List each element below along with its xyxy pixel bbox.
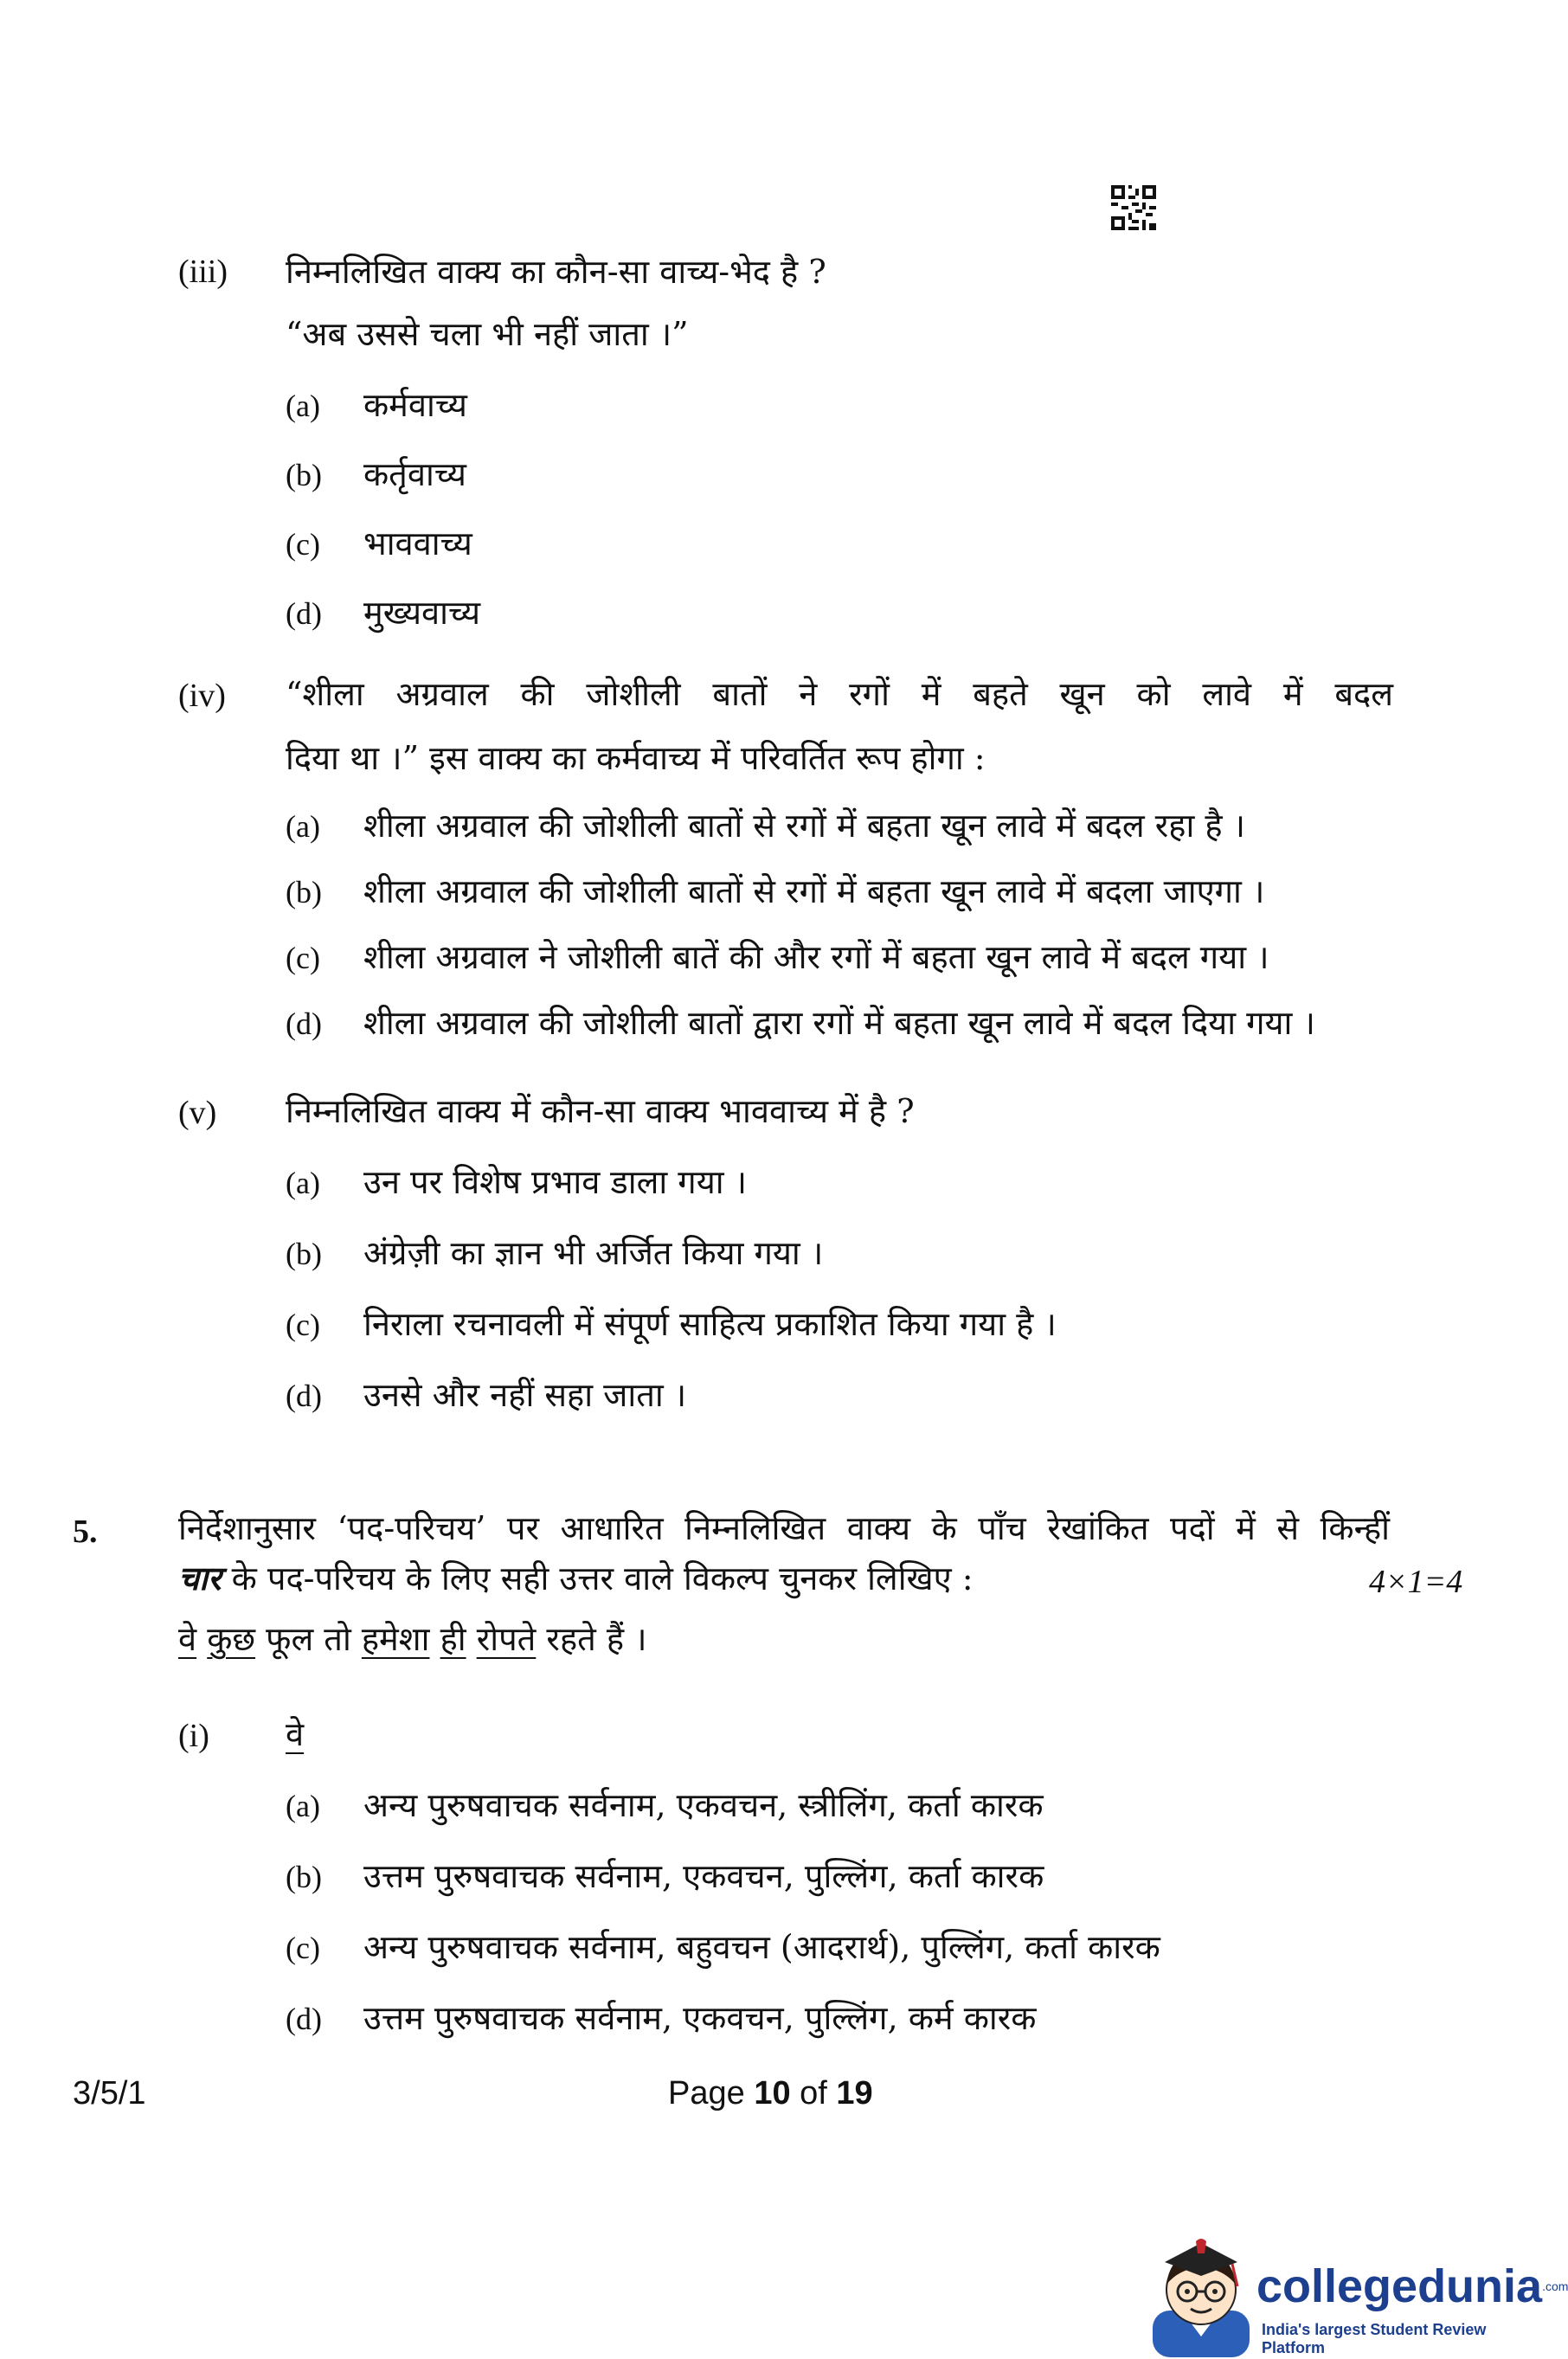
question-number-i: (i) [178,1718,209,1754]
page-current: 10 [754,2075,791,2112]
emphasis-word: चार [178,1559,222,1597]
option-text: अन्य पुरुषवाचक सर्वनाम, एकवचन, स्त्रीलिंग, कर्ता कारक [363,1786,1044,1824]
question-text-iv-line2: दिया था ।” इस वाक्य का कर्मवाच्य में परिवर्तित रूप होगा : [286,739,986,777]
question-number-5: 5. [73,1514,98,1550]
option-text: अन्य पुरुषवाचक सर्वनाम, बहुवचन (आदरार्थ), पुल्लिंग, कर्ता कारक [363,1928,1160,1966]
question-text-v: निम्नलिखित वाक्य में कौन-सा वाक्य भाववाच्य में है ? [286,1092,915,1130]
option-text: अंग्रेज़ी का ज्ञान भी अर्जित किया गया । [363,1234,824,1272]
brand-tagline: India's largest Student Review Platform [1262,2321,1487,2356]
brand-name [1256,2260,1568,2312]
option-text: शीला अग्रवाल की जोशीली बातों द्वारा रगों में बहता खून लावे में बदल दिया गया । [363,1004,1315,1042]
option-text: कर्मवाच्य [363,386,467,424]
option-text: उन पर विशेष प्रभाव डाला गया । [363,1163,748,1201]
option-text: शीला अग्रवाल की जोशीली बातों से रगों में बहता खून लावे में बदला जाएगा । [363,872,1265,910]
page-total: 19 [836,2075,873,2112]
question-text-iii: निम्नलिखित वाक्य का कौन-सा वाच्य-भेद है ? [286,253,826,291]
option-text: मुख्यवाच्य [363,594,481,632]
option-text: भाववाच्य [363,524,472,562]
option-label: (d) [286,2002,322,2036]
option-label: (c) [286,1308,320,1342]
underlined-sentence [178,1618,647,1660]
question-text-5-line1: निर्देशानुसार ‘पद-परिचय’ पर आधारित निम्नलिखित वाक्य के पाँच रेखांकित पदों में से किन्हीं [178,1509,1390,1547]
sentence-text [196,1620,207,1658]
brand-suffix: .com [1542,2279,1568,2293]
option-label: (b) [286,1860,322,1894]
option-label: (b) [286,458,322,492]
option-text: उनसे और नहीं सहा जाता । [363,1376,687,1414]
sentence-text: रहते हैं । [536,1620,647,1658]
option-label: (c) [286,1931,320,1965]
option-text: शीला अग्रवाल की जोशीली बातों से रगों में बहता खून लावे में बदल रहा है । [363,807,1246,845]
question-number-iii: (iii) [178,254,228,290]
option-label: (a) [286,1789,320,1823]
option-label: (c) [286,941,320,975]
option-label: (c) [286,527,320,562]
question-text-iv-line1: “शीला अग्रवाल की जोशीली बातों ने रगों में बहते खून को लावे में बदल [286,675,1393,713]
underlined-word: ही [440,1620,466,1658]
option-label: (b) [286,875,322,910]
sentence-text [429,1620,440,1658]
paper-code: 3/5/1 [73,2075,146,2112]
underlined-word: कुछ [207,1620,256,1658]
option-label: (b) [286,1237,322,1271]
underlined-word: वे [178,1620,197,1658]
option-text: निराला रचनावली में संपूर्ण साहित्य प्रकाशित किया गया है । [363,1305,1057,1343]
question-text-5-line2 [178,1558,974,1599]
question-text-5-rest: के पद-परिचय के लिए सही उत्तर वाले विकल्प चुनकर लिखिए : [221,1559,974,1597]
page-of: of [790,2075,837,2112]
brand-name-text: collegedunia [1256,2260,1543,2312]
option-label: (a) [286,389,320,423]
underlined-word: हमेशा [361,1620,430,1658]
option-text: कर्तृवाच्य [363,455,466,493]
mascot-logo [1147,2236,1255,2357]
page-number [668,2075,873,2112]
question-number-iv: (iv) [178,678,226,714]
option-label: (d) [286,1379,322,1413]
question-word-i: वे [286,1715,305,1753]
option-text: उत्तम पुरुषवाचक सर्वनाम, एकवचन, पुल्लिंग, कर्ता कारक [363,1857,1044,1895]
qr-code [1111,185,1156,230]
marks: 4×1=4 [1369,1564,1463,1600]
option-label: (d) [286,596,322,631]
option-text: उत्तम पुरुषवाचक सर्वनाम, एकवचन, पुल्लिंग, कर्म कारक [363,1999,1037,2037]
sentence-text: फूल तो [255,1620,362,1658]
option-label: (d) [286,1006,322,1041]
page-prefix: Page [668,2075,755,2112]
option-label: (a) [286,1166,320,1200]
question-number-v: (v) [178,1095,217,1131]
option-label: (a) [286,809,320,844]
question-sentence-iii: “अब उससे चला भी नहीं जाता ।” [286,315,689,353]
option-text: शीला अग्रवाल ने जोशीली बातें की और रगों में बहता खून लावे में बदल गया । [363,938,1269,976]
sentence-text [466,1620,477,1658]
underlined-word: रोपते [476,1620,537,1658]
